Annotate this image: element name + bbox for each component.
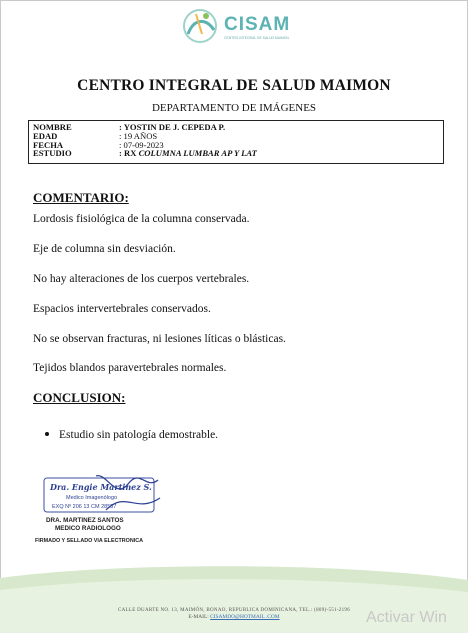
- comment-line: Tejidos blandos paravertebrales normales.: [33, 362, 227, 374]
- stamp-line1: Dra. Engie Martinez S.: [50, 482, 152, 492]
- age-row: [33, 132, 443, 141]
- comment-line: Espacios intervertebrales conservados.: [33, 303, 211, 315]
- conclusion-item: [45, 429, 218, 441]
- email-link[interactable]: CISAMDO@HOTMAIL .COM: [210, 614, 280, 620]
- comment-heading: COMENTARIO:: [33, 190, 129, 205]
- department-title: DEPARTAMENTO DE IMÁGENES: [151, 102, 317, 114]
- stamp-line2: Medico Imagenólogo: [66, 495, 118, 501]
- name-row: [33, 123, 443, 132]
- seal-note: FIRMADO Y SELLADO VIA ELECTRONICA: [35, 538, 144, 544]
- page-title: CENTRO INTEGRAL DE SALUD MAIMON: [77, 77, 391, 94]
- footer-address: CALLE DUARTE NO. 13, MAIMÓN, BONAO, REPUBLICA DOMINICANA, TEL.: (809)-551-2196: [117, 608, 351, 613]
- signer-role: MEDICO RADIOLOGO: [55, 525, 121, 532]
- study-row: [33, 149, 443, 158]
- logo-text: CISAM: [224, 14, 291, 35]
- email-label: E-MAIL:: [188, 614, 211, 620]
- name-value: : YOSTIN DE J. CEPEDA P.: [119, 122, 226, 132]
- study-name: COLUMNA LUMBAR AP Y LAT: [138, 148, 257, 159]
- clinic-logo: [176, 4, 291, 48]
- activation-watermark: Activar Win: [366, 609, 447, 626]
- date-label: FECHA: [33, 139, 64, 150]
- age-label: EDAD: [33, 130, 58, 141]
- logo-icon: [176, 4, 226, 48]
- conclusion-heading: CONCLUSION:: [33, 390, 126, 405]
- name-label: NOMBRE: [33, 122, 72, 132]
- study-label: ESTUDIO: [33, 148, 72, 159]
- bullet-icon: [45, 432, 49, 436]
- patient-info-box: [28, 120, 444, 164]
- study-value: [119, 149, 257, 158]
- stamp-line3: EXQ Nº 206 13 CM 28557: [52, 504, 117, 510]
- date-value: : 07-09-2023: [119, 139, 164, 150]
- logo-subtitle: CENTRO INTEGRAL DE SALUD MAIMON: [224, 36, 289, 40]
- study-prefix: : RX: [119, 148, 139, 159]
- comment-line: Lordosis fisiológica de la columna conservada.: [33, 213, 250, 225]
- signer-name: DRA. MARTINEZ SANTOS: [46, 517, 124, 524]
- comment-line: Eje de columna sin desviación.: [33, 243, 176, 255]
- comment-line: No se observan fracturas, ni lesiones líticas o blásticas.: [33, 333, 286, 345]
- comment-line: No hay alteraciones de los cuerpos vertebrales.: [33, 273, 250, 285]
- signature-stamp: [36, 470, 166, 520]
- conclusion-text: Estudio sin patología demostrable.: [59, 429, 219, 441]
- age-value: : 19 AÑOS: [119, 130, 158, 141]
